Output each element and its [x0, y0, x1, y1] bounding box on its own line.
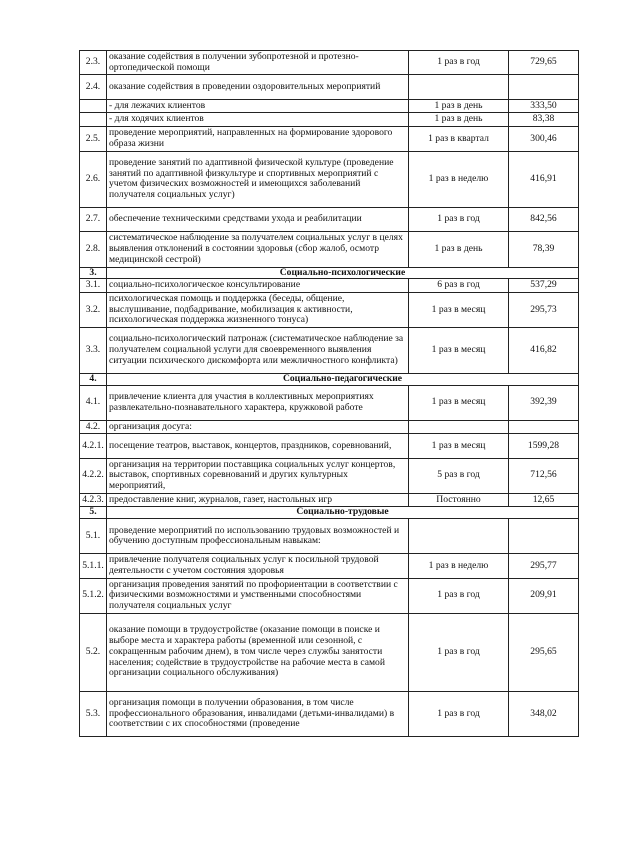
item-number: 5.1.	[80, 519, 107, 554]
services-tariff-table	[79, 50, 579, 737]
service-price	[509, 75, 579, 99]
service-description: обеспечение техническими средствами ухода и реабилитации	[107, 208, 409, 232]
item-number: 4.1.	[80, 385, 107, 420]
item-number: 2.6.	[80, 151, 107, 208]
service-description: психологическая помощь и поддержка (беседы, общение, выслушивание, подбадривание, мобилизация к активности, психологическая поддержка жизненного тонуса)	[107, 292, 409, 327]
service-price: 348,02	[509, 691, 579, 737]
table-row	[80, 232, 579, 267]
service-price: 537,29	[509, 279, 579, 293]
section-title: Социально-педагогические	[107, 373, 579, 385]
item-number: 4.2.3.	[80, 493, 107, 507]
service-price	[509, 420, 579, 434]
section-number: 5.	[80, 507, 107, 519]
service-price: 333,50	[509, 99, 579, 113]
service-description: предоставление книг, журналов, газет, настольных игр	[107, 493, 409, 507]
service-frequency: 1 раз в день	[409, 99, 509, 113]
table-row	[80, 75, 579, 99]
item-number: 5.1.1.	[80, 554, 107, 578]
service-description: социально-психологический патронаж (систематическое наблюдение за получателем социальной услуги для своевременного выявления ситуации психического дискомфорта или межличностного конфликта)	[107, 328, 409, 374]
table-row	[80, 578, 579, 613]
table-row	[80, 292, 579, 327]
service-description: систематическое наблюдение за получателем социальных услуг в целях выявления отклонений в состоянии здоровья (сбор жалоб, осмотр медицинской сестрой)	[107, 232, 409, 267]
service-frequency: 6 раз в год	[409, 279, 509, 293]
table-row	[80, 99, 579, 113]
service-price: 1599,28	[509, 434, 579, 458]
service-description: привлечение получателя социальных услуг к посильной трудовой деятельности с учетом состояния здоровья	[107, 554, 409, 578]
service-frequency: 1 раз в год	[409, 578, 509, 613]
service-frequency	[409, 75, 509, 99]
section-number: 4.	[80, 373, 107, 385]
item-number: 2.7.	[80, 208, 107, 232]
table-row	[80, 51, 579, 75]
table-row	[80, 127, 579, 151]
table-row	[80, 434, 579, 458]
item-number: 3.1.	[80, 279, 107, 293]
service-description: организация на территории поставщика социальных услуг концертов, выставок, спортивных соревнований и других культурных мероприятий,	[107, 458, 409, 493]
service-description: - для лежачих клиентов	[107, 99, 409, 113]
service-frequency: 5 раз в год	[409, 458, 509, 493]
table-row	[80, 493, 579, 507]
service-frequency	[409, 420, 509, 434]
service-frequency: 1 раз в месяц	[409, 385, 509, 420]
table-row	[80, 279, 579, 293]
service-price: 295,65	[509, 613, 579, 691]
item-number	[80, 99, 107, 113]
service-description: оказание содействия в проведении оздоровительных мероприятий	[107, 75, 409, 99]
service-frequency: 1 раз в месяц	[409, 434, 509, 458]
service-price: 83,38	[509, 113, 579, 127]
item-number: 4.2.2.	[80, 458, 107, 493]
service-price: 295,73	[509, 292, 579, 327]
service-frequency: 1 раз в год	[409, 208, 509, 232]
service-frequency: 1 раз в год	[409, 613, 509, 691]
table-row	[80, 691, 579, 737]
table-row	[80, 420, 579, 434]
service-frequency: 1 раз в день	[409, 232, 509, 267]
service-price: 842,56	[509, 208, 579, 232]
table-row	[80, 328, 579, 374]
section-row	[80, 507, 579, 519]
table-row	[80, 554, 579, 578]
service-frequency: 1 раз в квартал	[409, 127, 509, 151]
section-title: Социально-психологические	[107, 267, 579, 279]
item-number	[80, 113, 107, 127]
service-description: оказание содействия в получении зубопротезной и протезно-ортопедической помощи	[107, 51, 409, 75]
service-frequency: 1 раз в неделю	[409, 554, 509, 578]
service-price	[509, 519, 579, 554]
service-frequency: 1 раз в месяц	[409, 292, 509, 327]
service-frequency: 1 раз в год	[409, 691, 509, 737]
service-price: 729,65	[509, 51, 579, 75]
table-row	[80, 613, 579, 691]
item-number: 3.3.	[80, 328, 107, 374]
service-description: организация помощи в получении образования, в том числе профессионального образования, инвалидами (детьми-инвалидами) в соответствии с их способностями (проведение	[107, 691, 409, 737]
service-price: 209,91	[509, 578, 579, 613]
service-price: 12,65	[509, 493, 579, 507]
item-number: 4.2.	[80, 420, 107, 434]
service-description: посещение театров, выставок, концертов, праздников, соревнований,	[107, 434, 409, 458]
table-row	[80, 458, 579, 493]
service-frequency: 1 раз в неделю	[409, 151, 509, 208]
service-description: привлечение клиента для участия в коллективных мероприятиях развлекательно-познавательного характера, кружковой работе	[107, 385, 409, 420]
table-row	[80, 519, 579, 554]
item-number: 5.3.	[80, 691, 107, 737]
service-price: 300,46	[509, 127, 579, 151]
service-description: организация проведения занятий по профориентации в соответствии с физическими возможностями и умственными способностями получателя социальных услуг	[107, 578, 409, 613]
table-row	[80, 208, 579, 232]
section-row	[80, 267, 579, 279]
item-number: 3.2.	[80, 292, 107, 327]
service-price: 392,39	[509, 385, 579, 420]
item-number: 4.2.1.	[80, 434, 107, 458]
service-frequency: 1 раз в год	[409, 51, 509, 75]
service-description: - для ходячих клиентов	[107, 113, 409, 127]
service-price: 78,39	[509, 232, 579, 267]
service-price: 712,56	[509, 458, 579, 493]
table-row	[80, 385, 579, 420]
table-body	[80, 51, 579, 737]
service-description: проведение мероприятий по использованию трудовых возможностей и обучению доступным профессиональным навыкам:	[107, 519, 409, 554]
item-number: 5.1.2.	[80, 578, 107, 613]
service-price: 416,91	[509, 151, 579, 208]
service-frequency	[409, 519, 509, 554]
service-price: 295,77	[509, 554, 579, 578]
service-frequency: Постоянно	[409, 493, 509, 507]
service-description: организация досуга:	[107, 420, 409, 434]
service-description: проведение занятий по адаптивной физической культуре (проведение занятий по адаптивной физкультуре и спортивных мероприятий с учетом физических возможностей и имеющихся заболеваний получателя социальных услуг)	[107, 151, 409, 208]
service-description: оказание помощи в трудоустройстве (оказание помощи в поиске и выборе места и характера работы (временной или сезонной, с сокращенным рабочим днем), в том числе через службы занятости населения; содействие в трудоустройстве на рабочие места в самой организации социального обслуживания)	[107, 613, 409, 691]
section-number: 3.	[80, 267, 107, 279]
service-frequency: 1 раз в день	[409, 113, 509, 127]
item-number: 2.5.	[80, 127, 107, 151]
service-description: социально-психологическое консультирование	[107, 279, 409, 293]
service-frequency: 1 раз в месяц	[409, 328, 509, 374]
section-title: Социально-трудовые	[107, 507, 579, 519]
item-number: 2.8.	[80, 232, 107, 267]
item-number: 5.2.	[80, 613, 107, 691]
item-number: 2.4.	[80, 75, 107, 99]
service-price: 416,82	[509, 328, 579, 374]
item-number: 2.3.	[80, 51, 107, 75]
table-row	[80, 151, 579, 208]
section-row	[80, 373, 579, 385]
table-row	[80, 113, 579, 127]
service-description: проведение мероприятий, направленных на формирование здорового образа жизни	[107, 127, 409, 151]
